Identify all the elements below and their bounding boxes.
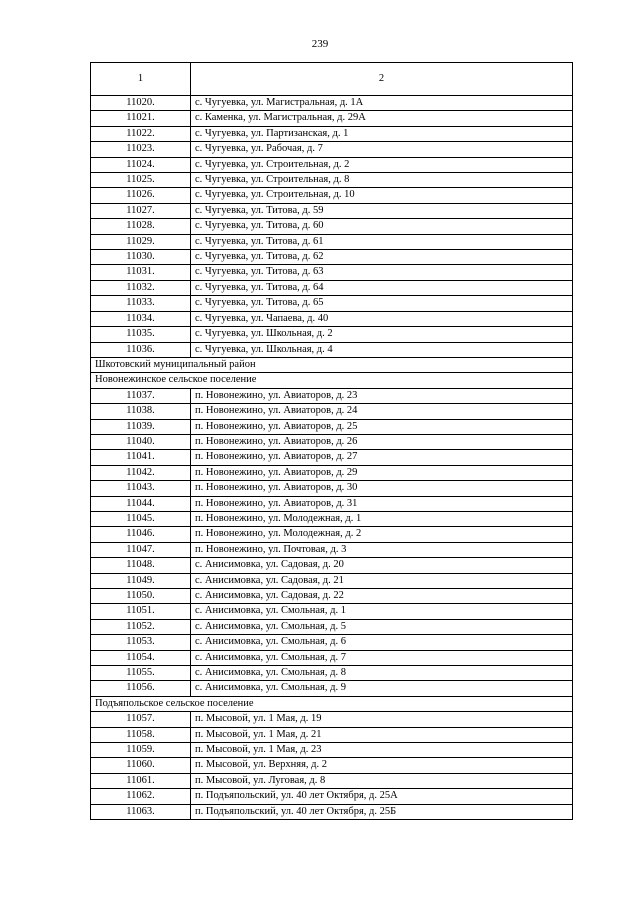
section-header-row [91, 357, 573, 372]
row-number: 11020. [91, 96, 191, 111]
row-number: 11042. [91, 465, 191, 480]
row-address: с. Чугуевка, ул. Титова, д. 59 [191, 203, 573, 218]
row-number: 11029. [91, 234, 191, 249]
row-address: с. Чугуевка, ул. Титова, д. 64 [191, 280, 573, 295]
row-number: 11060. [91, 758, 191, 773]
table-row [91, 481, 573, 496]
row-number: 11053. [91, 635, 191, 650]
row-number: 11025. [91, 173, 191, 188]
table-row [91, 296, 573, 311]
table-row [91, 727, 573, 742]
table-row [91, 404, 573, 419]
row-address: с. Чугуевка, ул. Магистральная, д. 1А [191, 96, 573, 111]
row-address: с. Чугуевка, ул. Строительная, д. 8 [191, 173, 573, 188]
row-number: 11021. [91, 111, 191, 126]
row-number: 11031. [91, 265, 191, 280]
row-number: 11046. [91, 527, 191, 542]
table-row [91, 126, 573, 141]
table-row [91, 142, 573, 157]
table-row [91, 280, 573, 295]
table-row [91, 542, 573, 557]
row-address: с. Анисимовка, ул. Смольная, д. 6 [191, 635, 573, 650]
row-address: с. Анисимовка, ул. Садовая, д. 21 [191, 573, 573, 588]
row-number: 11023. [91, 142, 191, 157]
table-row [91, 203, 573, 218]
row-number: 11037. [91, 388, 191, 403]
row-address: с. Чугуевка, ул. Титова, д. 65 [191, 296, 573, 311]
table-header-row [91, 63, 573, 96]
row-address: п. Новонежино, ул. Авиаторов, д. 27 [191, 450, 573, 465]
table-row [91, 450, 573, 465]
row-number: 11028. [91, 219, 191, 234]
table-row [91, 619, 573, 634]
row-number: 11026. [91, 188, 191, 203]
row-number: 11043. [91, 481, 191, 496]
row-address: с. Чугуевка, ул. Строительная, д. 2 [191, 157, 573, 172]
row-address: с. Анисимовка, ул. Смольная, д. 8 [191, 666, 573, 681]
row-number: 11062. [91, 789, 191, 804]
row-address: с. Чугуевка, ул. Рабочая, д. 7 [191, 142, 573, 157]
row-number: 11052. [91, 619, 191, 634]
table-row [91, 388, 573, 403]
row-address: с. Чугуевка, ул. Партизанская, д. 1 [191, 126, 573, 141]
table-row [91, 604, 573, 619]
table-row [91, 804, 573, 819]
table-row [91, 496, 573, 511]
row-number: 11047. [91, 542, 191, 557]
row-address: с. Чугуевка, ул. Строительная, д. 10 [191, 188, 573, 203]
row-number: 11056. [91, 681, 191, 696]
column-header-number: 1 [91, 63, 191, 96]
row-number: 11036. [91, 342, 191, 357]
table-row [91, 666, 573, 681]
row-address: п. Новонежино, ул. Почтовая, д. 3 [191, 542, 573, 557]
row-address: с. Каменка, ул. Магистральная, д. 29А [191, 111, 573, 126]
table-row [91, 573, 573, 588]
table-row [91, 743, 573, 758]
row-address: с. Анисимовка, ул. Садовая, д. 22 [191, 589, 573, 604]
row-address: п. Мысовой, ул. 1 Мая, д. 21 [191, 727, 573, 742]
table-row [91, 758, 573, 773]
row-address: п. Мысовой, ул. 1 Мая, д. 23 [191, 743, 573, 758]
section-title: Подъяпольское сельское поселение [91, 696, 573, 711]
row-number: 11045. [91, 511, 191, 526]
address-table-body [91, 63, 573, 820]
row-address: с. Чугуевка, ул. Титова, д. 62 [191, 250, 573, 265]
row-number: 11041. [91, 450, 191, 465]
table-row [91, 681, 573, 696]
row-number: 11054. [91, 650, 191, 665]
table-row [91, 234, 573, 249]
row-number: 11024. [91, 157, 191, 172]
table-row [91, 650, 573, 665]
row-address: с. Чугуевка, ул. Школьная, д. 4 [191, 342, 573, 357]
row-address: п. Новонежино, ул. Авиаторов, д. 30 [191, 481, 573, 496]
table-row [91, 111, 573, 126]
table-row [91, 465, 573, 480]
row-address: с. Чугуевка, ул. Чапаева, д. 40 [191, 311, 573, 326]
row-number: 11050. [91, 589, 191, 604]
row-address: с. Анисимовка, ул. Смольная, д. 7 [191, 650, 573, 665]
section-header-row [91, 373, 573, 388]
table-row [91, 96, 573, 111]
page-number: 239 [311, 38, 329, 50]
row-address: с. Чугуевка, ул. Школьная, д. 2 [191, 327, 573, 342]
row-address: п. Новонежино, ул. Авиаторов, д. 25 [191, 419, 573, 434]
section-title: Шкотовский муниципальный район [91, 357, 573, 372]
row-number: 11040. [91, 434, 191, 449]
row-address: п. Мысовой, ул. Луговая, д. 8 [191, 773, 573, 788]
row-number: 11022. [91, 126, 191, 141]
row-number: 11039. [91, 419, 191, 434]
table-row [91, 219, 573, 234]
table-row [91, 773, 573, 788]
row-number: 11051. [91, 604, 191, 619]
table-row [91, 265, 573, 280]
row-number: 11048. [91, 558, 191, 573]
row-address: п. Новонежино, ул. Авиаторов, д. 29 [191, 465, 573, 480]
table-row [91, 789, 573, 804]
row-address: п. Новонежино, ул. Молодежная, д. 1 [191, 511, 573, 526]
table-row [91, 558, 573, 573]
table-row [91, 342, 573, 357]
section-title: Новонежинское сельское поселение [91, 373, 573, 388]
row-address: п. Мысовой, ул. Верхняя, д. 2 [191, 758, 573, 773]
row-address: с. Анисимовка, ул. Смольная, д. 1 [191, 604, 573, 619]
table-row [91, 527, 573, 542]
column-header-address: 2 [191, 63, 573, 96]
row-address: п. Подъяпольский, ул. 40 лет Октября, д. 25А [191, 789, 573, 804]
row-number: 11030. [91, 250, 191, 265]
table-row [91, 419, 573, 434]
table-row [91, 188, 573, 203]
row-number: 11063. [91, 804, 191, 819]
row-number: 11033. [91, 296, 191, 311]
row-number: 11032. [91, 280, 191, 295]
table-row [91, 589, 573, 604]
table-row [91, 511, 573, 526]
table-row [91, 712, 573, 727]
row-number: 11034. [91, 311, 191, 326]
section-header-row [91, 696, 573, 711]
row-number: 11049. [91, 573, 191, 588]
row-address: п. Мысовой, ул. 1 Мая, д. 19 [191, 712, 573, 727]
row-number: 11061. [91, 773, 191, 788]
row-number: 11035. [91, 327, 191, 342]
row-address: п. Новонежино, ул. Авиаторов, д. 23 [191, 388, 573, 403]
table-row [91, 157, 573, 172]
table-row [91, 311, 573, 326]
row-address: п. Новонежино, ул. Молодежная, д. 2 [191, 527, 573, 542]
table-row [91, 434, 573, 449]
row-address: п. Подъяпольский, ул. 40 лет Октября, д. 25Б [191, 804, 573, 819]
table-row [91, 327, 573, 342]
row-number: 11057. [91, 712, 191, 727]
row-address: п. Новонежино, ул. Авиаторов, д. 31 [191, 496, 573, 511]
row-address: с. Чугуевка, ул. Титова, д. 63 [191, 265, 573, 280]
table-row [91, 250, 573, 265]
row-address: с. Анисимовка, ул. Смольная, д. 5 [191, 619, 573, 634]
row-number: 11044. [91, 496, 191, 511]
row-number: 11027. [91, 203, 191, 218]
table-row [91, 635, 573, 650]
row-address: с. Анисимовка, ул. Садовая, д. 20 [191, 558, 573, 573]
row-address: п. Новонежино, ул. Авиаторов, д. 24 [191, 404, 573, 419]
row-address: п. Новонежино, ул. Авиаторов, д. 26 [191, 434, 573, 449]
row-address: с. Чугуевка, ул. Титова, д. 61 [191, 234, 573, 249]
row-number: 11058. [91, 727, 191, 742]
row-number: 11055. [91, 666, 191, 681]
row-number: 11038. [91, 404, 191, 419]
address-table [90, 62, 573, 820]
row-address: с. Анисимовка, ул. Смольная, д. 9 [191, 681, 573, 696]
table-row [91, 173, 573, 188]
row-number: 11059. [91, 743, 191, 758]
row-address: с. Чугуевка, ул. Титова, д. 60 [191, 219, 573, 234]
